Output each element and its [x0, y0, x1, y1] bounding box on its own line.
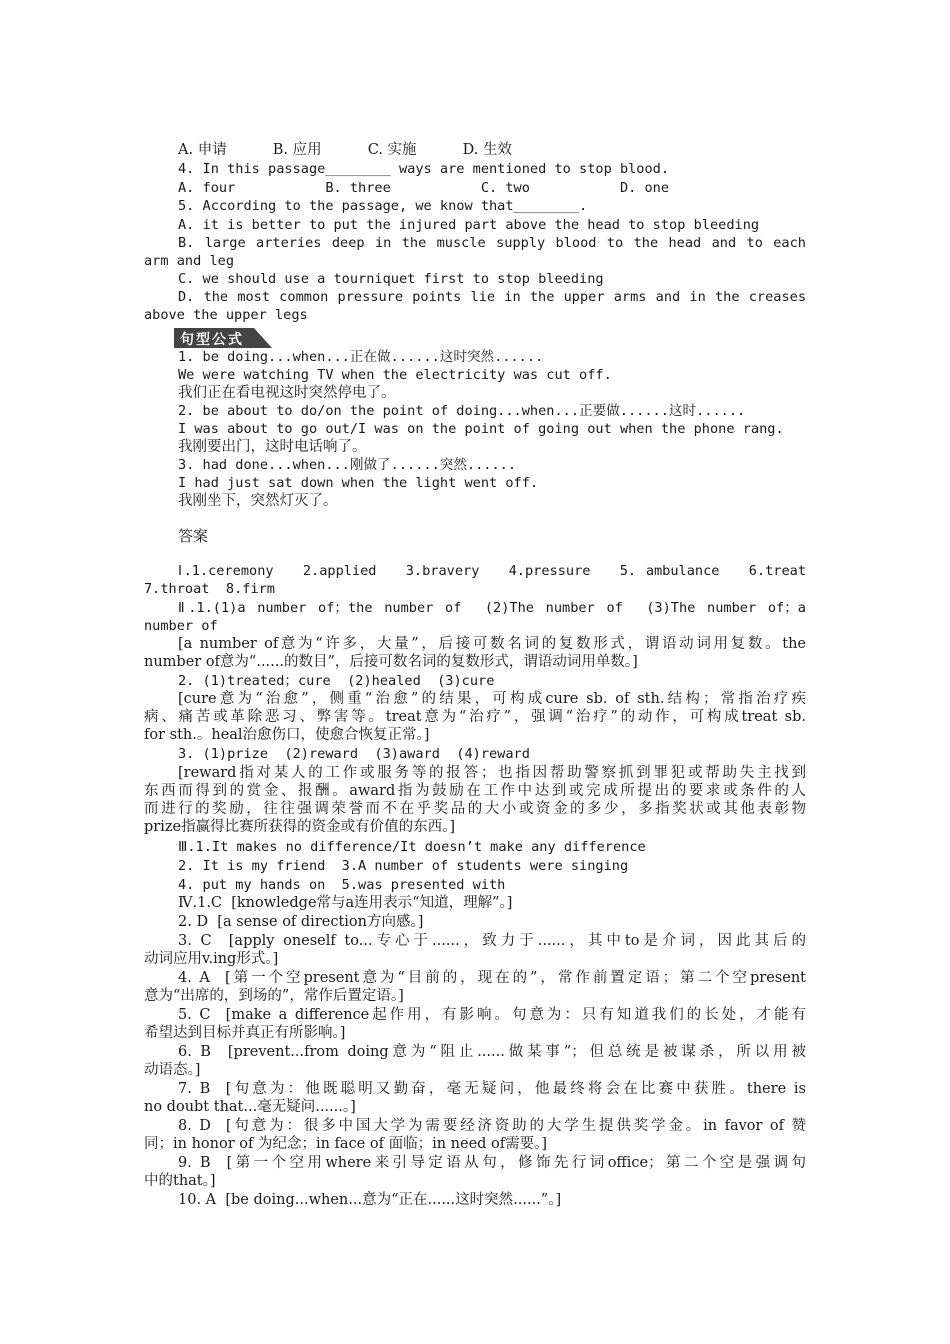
- pattern-1-example-zh: 我们正在看电视这时突然停电了。: [178, 385, 396, 401]
- answer-II-1-note-cont: number of意为“......的数目”，后接可数名词的复数形式，谓语动词用单数。]: [144, 654, 638, 670]
- answer-II-2-note-cont: 病、痛苦或革除恶习、弊害等。treat意为“治疗”，强调“治疗”的动作，可构成treat sb.: [144, 709, 806, 725]
- pattern-3-formula: 3. had done...when...刚做了......突然......: [178, 457, 517, 473]
- q4-options: A. four B. three C. two D. one: [178, 180, 670, 196]
- q3-options: A. 申请 B. 应用 C. 实施 D. 生效: [178, 142, 512, 158]
- pattern-heading: 句型公式: [180, 332, 244, 348]
- answer-IV-4-cont: 意为“出席的，到场的”，常作后置定语。]: [144, 988, 404, 1004]
- answer-IV-7-cont: no doubt that...毫无疑问......。]: [144, 1099, 356, 1115]
- answer-II-1-note: [a number of意为“许多，大量”，后接可数名词的复数形式，谓语动词用复数。the: [178, 636, 806, 652]
- answer-IV-5: 5. C [make a difference起作用，有影响。句意为：只有知道我们的长处，才能有: [178, 1007, 806, 1023]
- pattern-2-formula: 2. be about to do/on the point of doing...when...正要做......这时......: [178, 403, 746, 419]
- q5-option-d-cont: above the upper legs: [144, 307, 308, 323]
- answer-II-2-note-end: for sth.。heal治愈伤口，使愈合恢复正常。]: [144, 727, 430, 743]
- answer-IV-9: 9. B [第一个空用where来引导定语从句，修饰先行词office；第二个空是强调句: [178, 1155, 806, 1171]
- answer-IV-10: 10. A [be doing...when...意为“正在......这时突然......”。]: [178, 1192, 562, 1208]
- answer-III-2: 2. It is my friend 3.A number of students were singing: [178, 858, 629, 874]
- answer-IV-8-cont: 同；in honor of 为纪念；in face of 面临；in need of需要。]: [144, 1136, 548, 1152]
- answer-II-2-note: [cure意为“治愈”，侧重“治愈”的结果，可构成cure sb. of sth.结构；常指治疗疾: [178, 691, 806, 707]
- answer-IV-8: 8. D [句意为：很多中国大学为需要经济资助的大学生提供奖学金。in favor of 赞: [178, 1118, 806, 1134]
- answer-II-1-cont: number of: [144, 618, 218, 634]
- answer-IV-5-cont: 希望达到目标并真正有所影响。]: [144, 1025, 346, 1041]
- q5-option-b: B. large arteries deep in the muscle supply blood to the head and to each: [178, 235, 806, 251]
- answer-IV-3-cont: 动词应用v.ing形式。]: [144, 951, 279, 967]
- q5-option-c: C. we should use a tourniquet first to stop bleeding: [178, 271, 604, 287]
- pattern-1-formula: 1. be doing...when...正在做......这时突然......: [178, 349, 544, 365]
- answer-IV-9-cont: 中的that。]: [144, 1173, 216, 1189]
- answer-IV-2: 2. D [a sense of direction方向感。]: [178, 914, 424, 930]
- answer-II-3-note: [reward指对某人的工作或服务等的报答；也指因帮助警察抓到罪犯或帮助失主找到: [178, 765, 806, 781]
- pattern-1-example-en: We were watching TV when the electricity was cut off.: [178, 367, 612, 383]
- answer-IV-6: 6. B [prevent...from doing意为“阻止......做某事”；但总统是被谋杀，所以用被: [178, 1044, 806, 1060]
- answer-II-3-note-4: prize指赢得比赛所获得的资金或有价值的东西。]: [144, 819, 455, 835]
- answers-title: 答案: [178, 527, 209, 545]
- answer-II-3-note-2: 东西而得到的赏金、报酬。award指为鼓励在工作中达到或完成所提出的要求或条件的人: [144, 783, 806, 799]
- q5-stem: 5. According to the passage, we know that________.: [178, 198, 588, 214]
- pattern-2-example-en: I was about to go out/I was on the point of going out when the phone rang.: [178, 421, 784, 437]
- answer-IV-6-cont: 动语态。]: [144, 1062, 201, 1078]
- answer-I-line2: 7.throat 8.firm: [144, 581, 275, 597]
- q5-option-b-cont: arm and leg: [144, 253, 235, 269]
- q5-option-d: D. the most common pressure points lie in the upper arms and in the creases: [178, 289, 806, 305]
- answer-I-line1: Ⅰ.1.ceremony 2.applied 3.bravery 4.pressure 5. ambulance 6.treat: [178, 563, 806, 579]
- q5-option-a: A. it is better to put the injured part above the head to stop bleeding: [178, 217, 760, 233]
- pattern-2-example-zh: 我刚要出门，这时电话响了。: [178, 439, 367, 455]
- answer-II-3: 3. (1)prize (2)reward (3)award (4)reward: [178, 746, 530, 762]
- answer-II-1: Ⅱ.1.(1)a number of；the number of (2)The number of (3)The number of；a: [178, 600, 806, 616]
- pattern-3-example-zh: 我刚坐下，突然灯灭了。: [178, 493, 338, 509]
- answer-IV-4: 4. A [第一个空present意为“目前的，现在的”，常作前置定语；第二个空present: [178, 970, 806, 986]
- answer-II-2: 2. (1)treated；cure (2)healed (3)cure: [178, 673, 495, 689]
- answer-IV-7: 7. B [句意为：他既聪明又勤奋，毫无疑问，他最终将会在比赛中获胜。there is: [178, 1081, 806, 1097]
- q4-stem: 4. In this passage________ ways are mentioned to stop blood.: [178, 161, 670, 177]
- answer-III-3: 4. put my hands on 5.was presented with: [178, 877, 506, 893]
- pattern-3-example-en: I had just sat down when the light went off.: [178, 475, 539, 491]
- answer-III-1: Ⅲ.1.It makes no difference/It doesn’t make any difference: [178, 839, 646, 855]
- pattern-heading-banner: [174, 328, 272, 348]
- answer-IV-1: Ⅳ.1.C [knowledge常与a连用表示“知道，理解”。]: [178, 895, 513, 911]
- answer-II-3-note-3: 而进行的奖励，往往强调荣誉而不在乎奖品的大小或资金的多少，多指奖状或其他表彰物: [144, 801, 806, 817]
- answer-IV-3: 3. C [apply oneself to...专心于......，致力于......，其中to是介词，因此其后的: [178, 933, 806, 949]
